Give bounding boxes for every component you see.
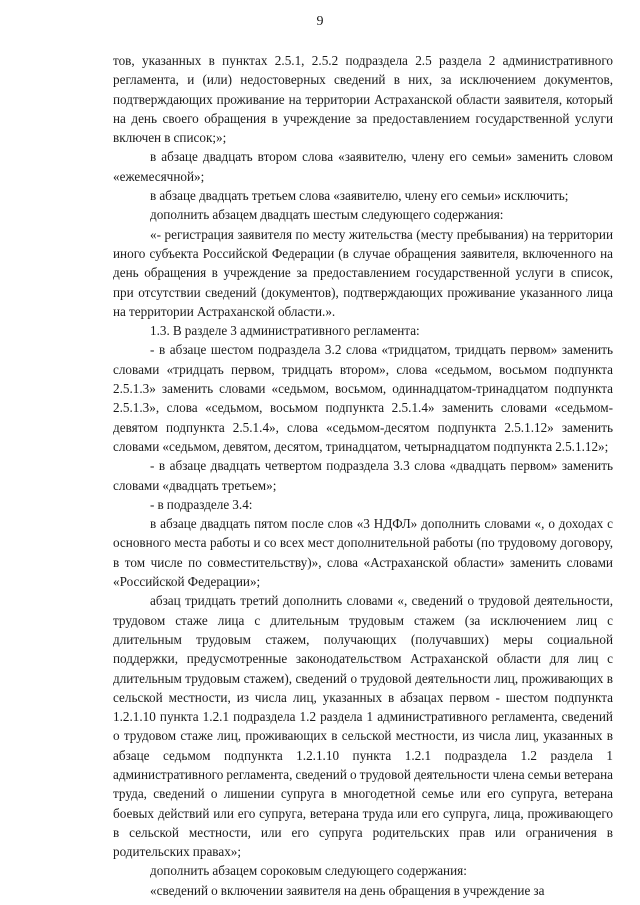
- paragraph-5: «- регистрация заявителя по месту жительства (месту пребывания) на территории иного субъекта Российской Федерации (в случае обращения заявителя, включенного на день обращения в учреждение за предоставлением государственной услуги в список, при отсутствии сведений (документов), подтверждающих проживание указанного лица на территории Астраханской области.».: [113, 226, 613, 319]
- document-body: [113, 51, 613, 900]
- paragraph-12: дополнить абзацем сороковым следующего содержания:: [150, 863, 467, 879]
- paragraph-10: в абзаце двадцать пятом после слов «3 НДФЛ» дополнить словами «, о доходах с основного места работы и со всех мест дополнительной работы (по трудовому договору, в том числе по совместительству)», слова «Астраханской области» заменить словами «Российской Федерации»;: [113, 516, 613, 590]
- paragraph-9: - в подразделе 3.4:: [150, 496, 253, 512]
- paragraph-8: - в абзаце двадцать четвертом подраздела 3.3 слова «двадцать первом» заменить словами «двадцать третьем»;: [113, 458, 613, 493]
- paragraph-7: - в абзаце шестом подраздела 3.2 слова «тридцатом, тридцать первом» заменить словами «тридцать первом, тридцать втором», слова «седьмом, восьмом подпункта 2.5.1.3» заменить словами «седьмом, восьмом, одиннадцатом-тринадцатом подпункта 2.5.1.3», слова «седьмом, восьмом подпункта 2.5.1.4» заменить словами «седьмом-девятом подпункта 2.5.1.4», слова «седьмом-десятом подпункта 2.5.1.12» заменить словами «седьмом, девятом, десятом, тринадцатом, четырнадцатом подпункта 2.5.1.12»;: [113, 342, 613, 454]
- paragraph-4: дополнить абзацем двадцать шестым следующего содержания:: [150, 207, 504, 223]
- page-number: 9: [316, 14, 324, 29]
- paragraph-2: в абзаце двадцать втором слова «заявителю, члену его семьи» заменить словом «ежемесячной»;: [113, 149, 613, 184]
- paragraph-13: «сведений о включении заявителя на день обращения в учреждение за: [150, 882, 545, 898]
- paragraph-6: 1.3. В разделе 3 административного регламента:: [150, 323, 420, 339]
- paragraph-11: абзац тридцать третий дополнить словами «, сведений о трудовой деятельности, трудовом стаже лица с длительным трудовым стажем (за исключением лиц с длительным трудовым стажем, получающих (получавших) меры социальной поддержки, предусмотренные законодательством Астраханской области для лиц с длительным трудовым стажем), сведений о трудовой деятельности лиц, проживающих в сельской местности, из числа лиц, указанных в абзацах первом - шестом подпункта 1.2.1.10 пункта 1.2.1 подраздела 1.2 раздела 1 административного регламента, сведений о трудовом стаже лиц, проживающих в сельской местности, из числа лиц, указанных в абзаце седьмом подпункта 1.2.1.10 пункта 1.2.1 подраздела 1.2 раздела 1 административного регламента, сведений о трудовой деятельности члена семьи ветерана труда, сведений о лишении супруга в многодетной семье или его супруга, ветерана боевых действий или его супруга, ветерана труда или его супруга, лица, проживающего в сельской местности, или его супруга родительских прав или ограничения в родительских правах»;: [113, 593, 613, 860]
- paragraph-1: тов, указанных в пунктах 2.5.1, 2.5.2 подраздела 2.5 раздела 2 административного регламента, и (или) недостоверных сведений в них, за исключением документов, подтверждающих проживание на территории Астраханской области заявителя, который на день своего обращения в учреждение за предоставлением государственной услуги включен в список;»;: [113, 53, 613, 146]
- paragraph-3: в абзаце двадцать третьем слова «заявителю, члену его семьи» исключить;: [150, 188, 569, 204]
